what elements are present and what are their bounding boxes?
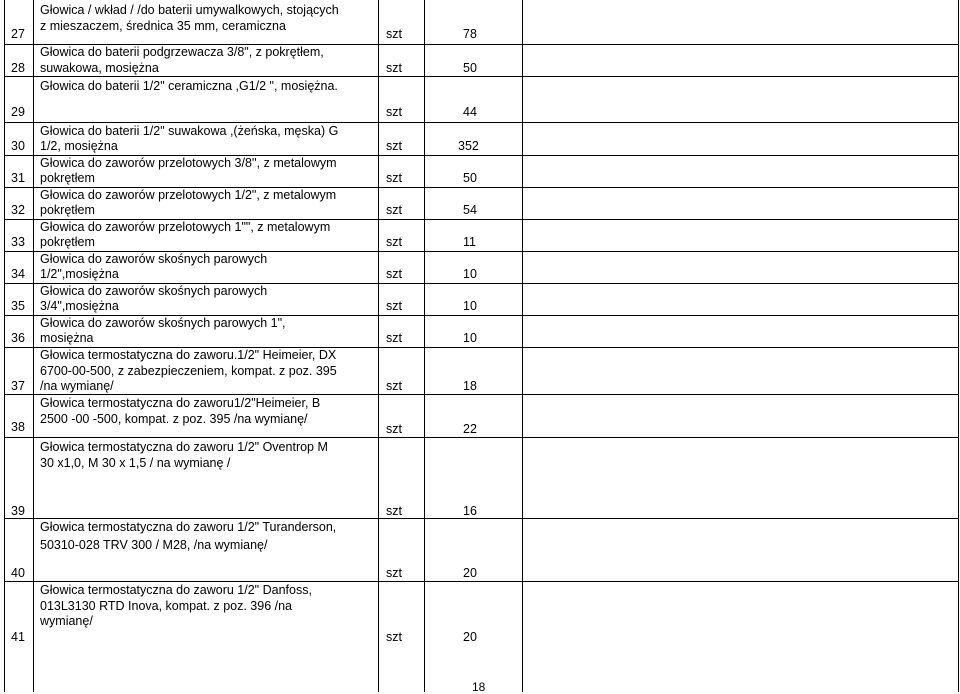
row-unit: szt xyxy=(386,379,402,393)
column-divider-quantity xyxy=(522,0,523,692)
row-number: 32 xyxy=(11,203,25,217)
row-description: wymianę/ xyxy=(40,614,93,628)
row-description: 6700-00-500, z zabezpieczeniem, kompat. z poz. 395 xyxy=(40,364,337,378)
row-number: 40 xyxy=(11,566,25,580)
row-description: 3/4",mosiężna xyxy=(40,299,119,313)
row-description: /na wymianę/ xyxy=(40,379,114,393)
row-description: Głowica do zaworów przelotowych 1"", z metalowym xyxy=(40,220,331,234)
row-description: pokrętłem xyxy=(40,171,95,185)
border-left xyxy=(4,0,5,692)
row-quantity: 54 xyxy=(463,203,477,217)
row-description: Głowica termostatyczna do zaworu 1/2" Turanderson, xyxy=(40,520,337,534)
row-number: 30 xyxy=(11,139,25,153)
row-unit: szt xyxy=(386,504,402,518)
row-description: Głowica termostatyczna do zaworu.1/2" Heimeier, DX xyxy=(40,348,337,362)
row-number: 36 xyxy=(11,331,25,345)
column-divider-description xyxy=(378,0,379,692)
row-quantity: 18 xyxy=(463,379,477,393)
row-quantity: 50 xyxy=(463,61,477,75)
row-quantity: 44 xyxy=(463,105,477,119)
row-number: 38 xyxy=(11,420,25,434)
row-unit: szt xyxy=(386,171,402,185)
row-description: 50310-028 TRV 300 / M28, /na wymianę/ xyxy=(40,538,268,552)
row-unit: szt xyxy=(386,630,402,644)
row-description: Głowica do baterii 1/2" ceramiczna ,G1/2 ", mosiężna. xyxy=(40,79,338,93)
row-description: pokrętłem xyxy=(40,235,95,249)
row-description: Głowica do zaworów przelotowych 1/2", z metalowym xyxy=(40,188,337,202)
row-description: Głowica termostatyczna do zaworu 1/2" Danfoss, xyxy=(40,583,312,597)
row-quantity: 11 xyxy=(463,235,476,249)
row-quantity: 10 xyxy=(463,331,477,345)
row-number: 29 xyxy=(11,105,25,119)
row-unit: szt xyxy=(386,27,402,41)
row-quantity: 22 xyxy=(463,422,477,436)
row-number: 28 xyxy=(11,61,25,75)
row-description: suwakowa, mosiężna xyxy=(40,61,159,75)
row-number: 35 xyxy=(11,299,25,313)
row-quantity: 10 xyxy=(463,267,477,281)
row-description: Głowica do zaworów skośnych parowych xyxy=(40,252,268,266)
row-quantity: 10 xyxy=(463,299,477,313)
row-number: 34 xyxy=(11,267,25,281)
row-description: 1/2",mosiężna xyxy=(40,267,119,281)
row-unit: szt xyxy=(386,299,402,313)
page-number: 18 xyxy=(472,680,486,694)
row-unit: szt xyxy=(386,61,402,75)
row-quantity: 20 xyxy=(463,566,477,580)
row-number: 41 xyxy=(11,630,25,644)
row-unit: szt xyxy=(386,267,402,281)
border-right xyxy=(958,0,959,692)
row-unit: szt xyxy=(386,422,402,436)
row-description: Głowica do baterii podgrzewacza 3/8", z pokrętłem, xyxy=(40,45,324,59)
row-unit: szt xyxy=(386,331,402,345)
row-unit: szt xyxy=(386,105,402,119)
row-description: Głowica termostatyczna do zaworu 1/2" Oventrop M xyxy=(40,440,328,454)
column-divider-number xyxy=(33,0,34,692)
row-quantity: 50 xyxy=(463,171,477,185)
row-description: Głowica do baterii 1/2" suwakowa ,(żeńska, męska) G xyxy=(40,124,339,138)
row-description: 30 x1,0, M 30 x 1,5 / na wymianę / xyxy=(40,456,231,470)
row-number: 27 xyxy=(11,27,25,41)
row-description: mosiężna xyxy=(40,331,94,345)
row-unit: szt xyxy=(386,139,402,153)
row-description: Głowica do zaworów przelotowych 3/8'', z metalowym xyxy=(40,156,337,170)
row-description: z mieszaczem, średnica 35 mm, ceramiczna xyxy=(40,19,286,33)
row-divider xyxy=(4,437,959,438)
row-unit: szt xyxy=(386,566,402,580)
row-number: 39 xyxy=(11,504,25,518)
row-number: 37 xyxy=(11,379,25,393)
row-description: 013L3130 RTD Inova, kompat. z poz. 396 /na xyxy=(40,599,293,613)
row-description: Głowica do zaworów skośnych parowych xyxy=(40,284,268,298)
row-quantity: 352 xyxy=(458,139,479,153)
row-number: 31 xyxy=(11,171,25,185)
column-divider-unit xyxy=(424,0,425,692)
row-quantity: 20 xyxy=(463,630,477,644)
row-description: Głowica do zaworów skośnych parowych 1", xyxy=(40,316,286,330)
row-description: 1/2, mosiężna xyxy=(40,139,118,153)
row-description: 2500 -00 -500, kompat. z poz. 395 /na wymianę/ xyxy=(40,412,308,426)
row-quantity: 16 xyxy=(463,504,477,518)
row-quantity: 78 xyxy=(463,27,477,41)
row-unit: szt xyxy=(386,235,402,249)
row-description: Głowica termostatyczna do zaworu1/2"Heimeier, B xyxy=(40,396,321,410)
row-unit: szt xyxy=(386,203,402,217)
row-divider xyxy=(4,76,959,77)
row-description: Głowica / wkład / /do baterii umywalkowych, stojących xyxy=(40,3,339,17)
row-description: pokrętłem xyxy=(40,203,95,217)
row-number: 33 xyxy=(11,235,25,249)
